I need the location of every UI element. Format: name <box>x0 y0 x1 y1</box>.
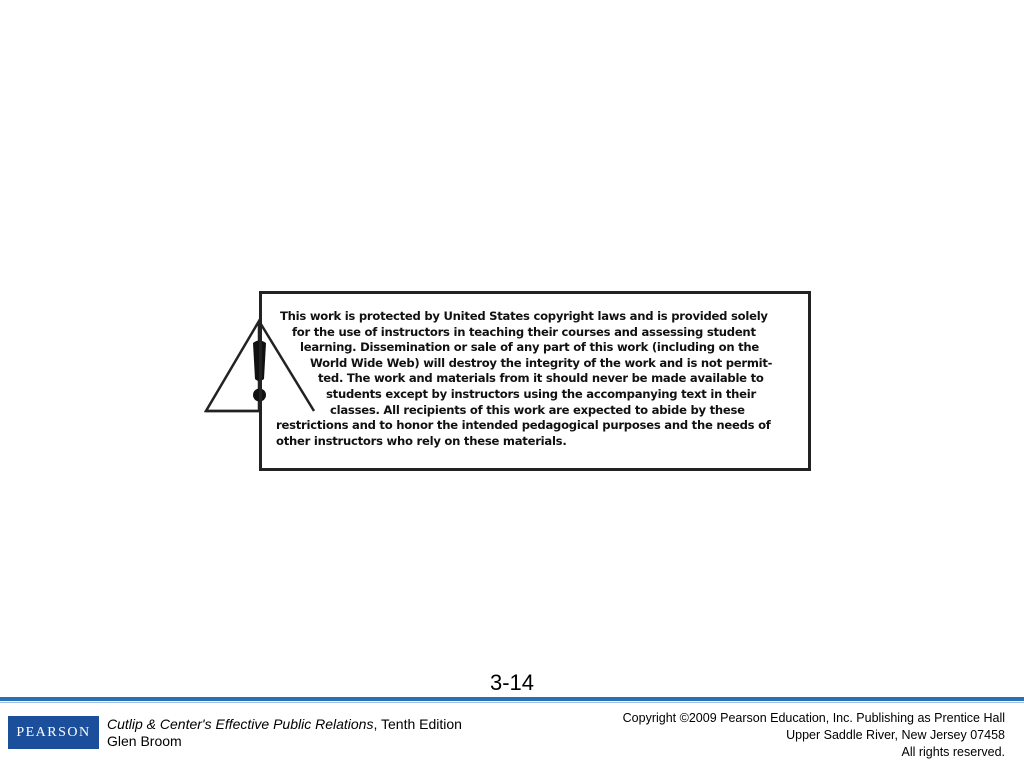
notice-line: classes. All recipients of this work are expected to abide by these <box>330 402 745 417</box>
notice-line: students except by instructors using the accompanying text in their <box>326 386 756 401</box>
notice-line: This work is protected by United States copyright laws and is provided solely <box>280 309 768 323</box>
copyright-address: Upper Saddle River, New Jersey 07458 <box>786 728 1005 742</box>
book-title: Cutlip & Center's Effective Public Relations <box>107 716 374 732</box>
book-info <box>107 716 462 750</box>
footer-divider-thin <box>0 702 1024 703</box>
book-author: Glen Broom <box>107 733 182 749</box>
notice-line: learning. Dissemination or sale of any part of this work (including on the <box>300 340 760 355</box>
notice-line: restrictions and to honor the intended pedagogical purposes and the needs of <box>276 418 771 433</box>
notice-line: World Wide Web) will destroy the integrity of the work and is not permit- <box>310 355 773 370</box>
notice-line: ted. The work and materials from it should never be made available to <box>318 371 764 386</box>
copyright-statement <box>623 710 1005 761</box>
notice-line: other instructors who rely on these materials. <box>276 433 567 448</box>
rights-reserved: All rights reserved. <box>901 745 1005 759</box>
book-edition: , Tenth Edition <box>373 716 462 732</box>
pearson-logo <box>8 716 99 749</box>
copyright-line: Copyright ©2009 Pearson Education, Inc. Publishing as Prentice Hall <box>622 711 1005 725</box>
copyright-notice <box>204 287 816 479</box>
notice-line: for the use of instructors in teaching their courses and assessing student <box>292 324 756 339</box>
notice-text <box>276 309 786 449</box>
footer-divider <box>0 697 1024 701</box>
slide-number: 3-14 <box>489 670 535 695</box>
logo-text: PEARSON <box>16 724 91 740</box>
